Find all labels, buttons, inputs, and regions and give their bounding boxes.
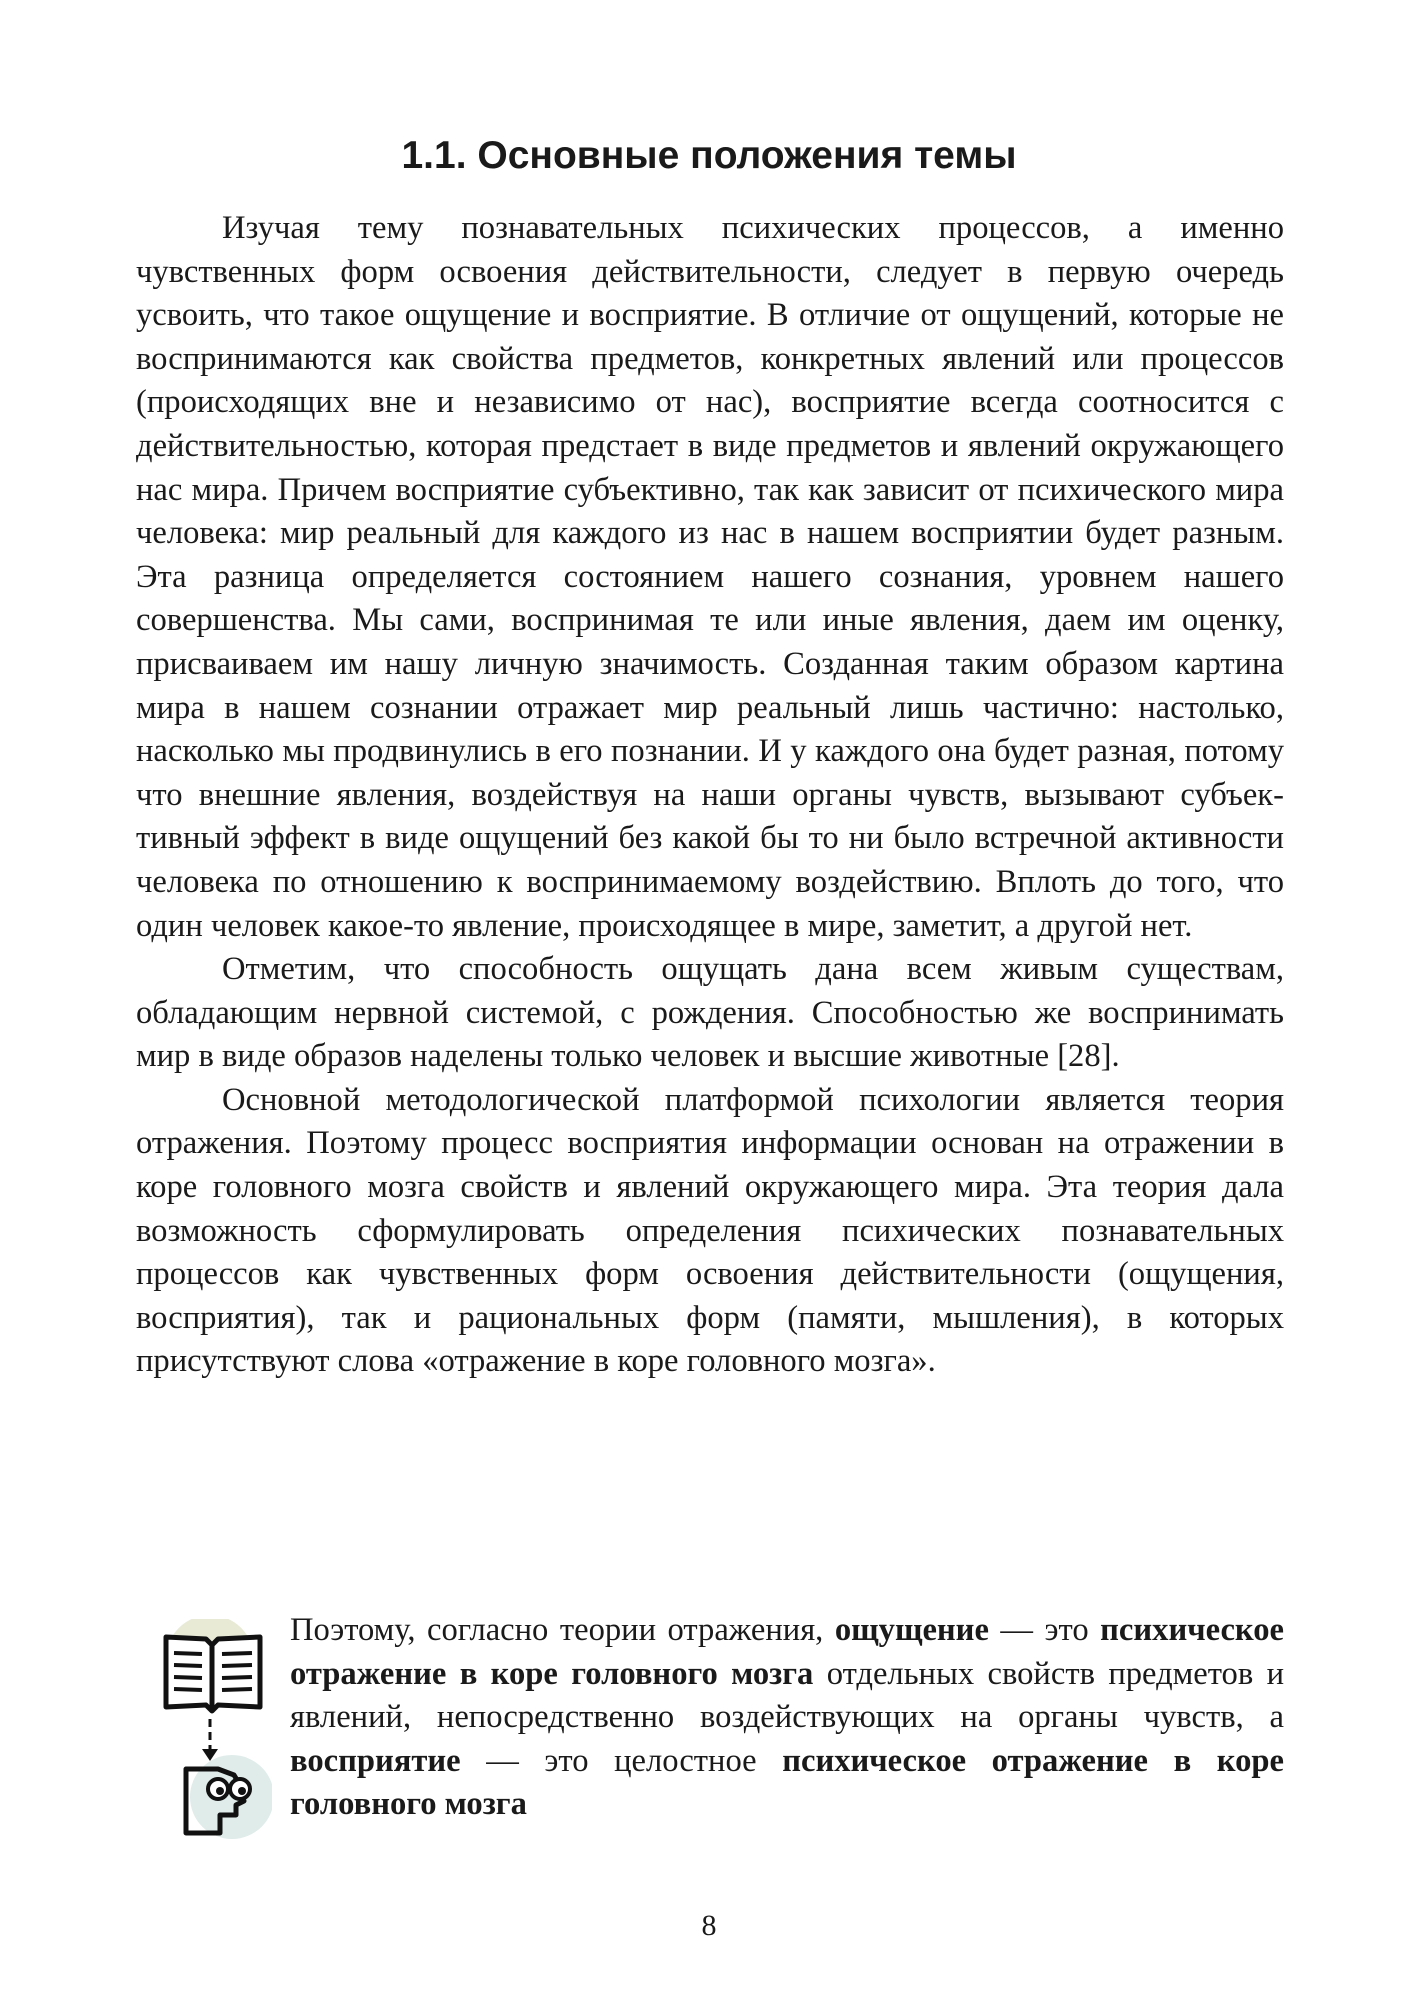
paragraph: Основной методологической платформой психологии является теория отражения. Поэтому процесс восприятия информации основан на отражении в коре головного мозга свойств и явлений окружающего мира. Эта теория дала возможность сформулировать определения психических познавательных процессов как чувственных форм освоения действительности (ощущения, восприятия), так и рациональных форм (памяти, мышления), в которых присутствуют слова «отражение в коре головного мозга».	[136, 1081, 1284, 1380]
callout-term: психическое отражение в коре головного мозга	[290, 1742, 1284, 1823]
callout-term: психическое отражение в коре головного мозга	[290, 1612, 1284, 1692]
book-thinker-icon	[160, 1619, 272, 1844]
callout-term: восприятие	[290, 1742, 461, 1779]
paragraph: Изучая тему познавательных психических процессов, а именно чувственных форм освоения действительности, следует в первую очередь усвоить, что такое ощущение и восприятие. В отличие от ощущений, которые не воспринимаются как свойства предметов, конкретных явлений или процессов (происходящих вне и независимо от нас), восприятие всегда соотносится с действительностью, которая предстает в виде предметов и явлений окружающего нас мира. Причем восприятие субъективно, так как зависит от психического мира человека: мир реальный для каждого из нас в нашем восприятии будет разным. Эта разница определяется состоянием нашего сознания, уровнем нашего совершенства. Мы сами, воспринимая те или иные явления, даем им оценку, присваиваем им нашу личную значимость. Созданная таким образом картина мира в нашем сознании отражает мир реальный лишь частично: настолько, насколько мы продвинулись в его познании. И у каждого она будет разная, потому что внешние явления, воздействуя на наши органы чувств, вызывают субъективный эффект в виде ощущений без какой бы то ни было встречной активности человека по отношению к воспринимаемому воздействию. Вплоть до того, что один человек какое-то явление, происходящее в мире, заметит, а другой нет.	[136, 210, 1284, 944]
body-text	[136, 207, 1284, 1384]
callout-text	[290, 1609, 1284, 1827]
definition-callout	[136, 1609, 1284, 1849]
page-number: 8	[701, 1909, 717, 1942]
callout-segment: отдельных свойств предметов и явлений, непосредственно воздействующих на органы чувств, а	[290, 1655, 1285, 1736]
callout-segment: — это целостное	[460, 1742, 783, 1779]
paragraph: Отметим, что способность ощущать дана всем живым существам, обладающим нервной системой, с рождения. Способностью же воспринимать мир в виде образов наделены только человек и высшие животные [28].	[136, 951, 1284, 1075]
callout-segment: Поэтому, согласно теории отражения,	[290, 1612, 835, 1648]
callout-segment: — это	[988, 1612, 1101, 1648]
section-heading: 1.1. Основные положения темы	[401, 134, 1017, 177]
callout-term: ощущение	[834, 1612, 989, 1648]
